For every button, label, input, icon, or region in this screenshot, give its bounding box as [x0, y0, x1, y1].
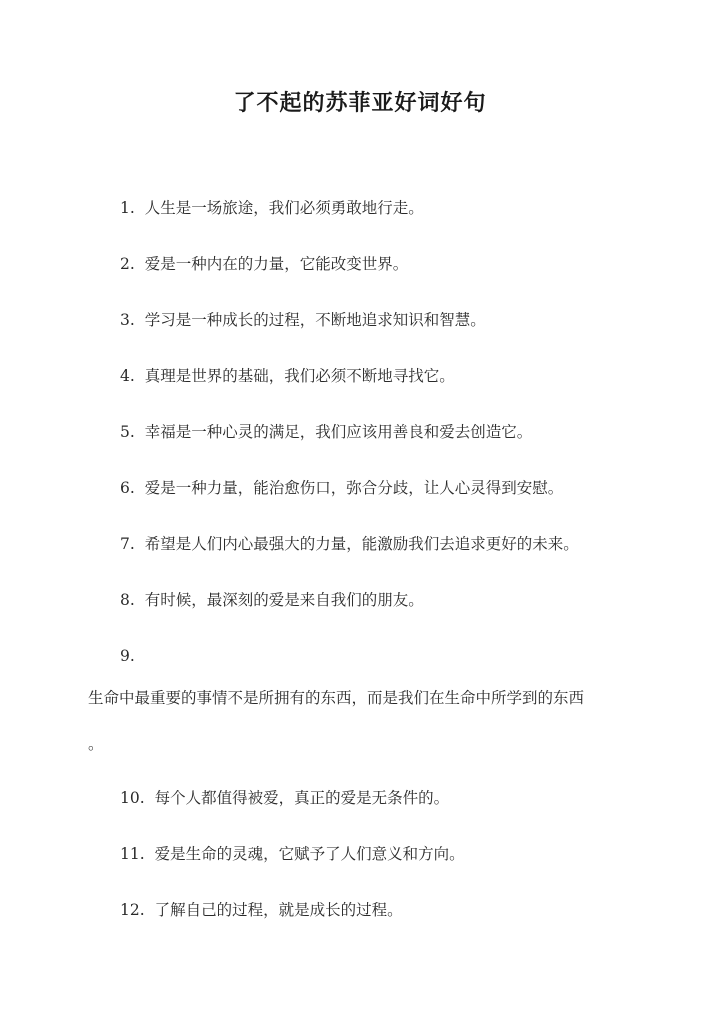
- list-item: [120, 478, 563, 498]
- item-text: 爱是一种力量，能治愈伤口，弥合分歧，让人心灵得到安慰。: [144, 479, 564, 497]
- item-number: 3.: [120, 311, 135, 329]
- list-item: [120, 590, 424, 610]
- item-number: 6.: [120, 479, 135, 497]
- item-number: 12.: [120, 901, 145, 919]
- list-item: [120, 310, 486, 330]
- item-number: 5.: [120, 423, 135, 441]
- list-item: [120, 254, 408, 274]
- item-number: 11.: [120, 845, 145, 863]
- page-title: 了不起的苏菲亚好词好句: [233, 90, 487, 116]
- item-text: 爱是生命的灵魂，它赋予了人们意义和方向。: [154, 845, 465, 863]
- list-item: [120, 646, 145, 666]
- item-text: 了解自己的过程，就是成长的过程。: [154, 901, 403, 919]
- item-number: 4.: [120, 367, 135, 385]
- item-number: 7.: [120, 535, 135, 553]
- item-number: 8.: [120, 591, 135, 609]
- item-text-continuation: 生命中最重要的事情不是所拥有的东西，而是我们在生命中所学到的东西: [88, 689, 585, 707]
- list-item: [120, 534, 579, 554]
- list-item: [120, 844, 465, 864]
- item-text: 真理是世界的基础，我们必须不断地寻找它。: [144, 367, 455, 385]
- item-text: 希望是人们内心最强大的力量，能激励我们去追求更好的未来。: [144, 535, 579, 553]
- item-text: 有时候，最深刻的爱是来自我们的朋友。: [144, 591, 424, 609]
- item-number: 1.: [120, 199, 135, 217]
- item-text: 人生是一场旅途，我们必须勇敢地行走。: [144, 199, 424, 217]
- list-item: [120, 900, 403, 920]
- list-item: [120, 198, 424, 218]
- list-item: [120, 422, 532, 442]
- item-text: 每个人都值得被爱，真正的爱是无条件的。: [154, 789, 450, 807]
- item-text: 学习是一种成长的过程，不断地追求知识和智慧。: [144, 311, 486, 329]
- item-number: 2.: [120, 255, 135, 273]
- item-text-continuation: 。: [88, 735, 104, 753]
- item-text: 幸福是一种心灵的满足，我们应该用善良和爱去创造它。: [144, 423, 533, 441]
- item-number: 9.: [120, 647, 135, 665]
- item-text: 爱是一种内在的力量，它能改变世界。: [144, 255, 409, 273]
- item-number: 10.: [120, 789, 145, 807]
- list-item: [120, 366, 455, 386]
- list-item: [120, 788, 449, 808]
